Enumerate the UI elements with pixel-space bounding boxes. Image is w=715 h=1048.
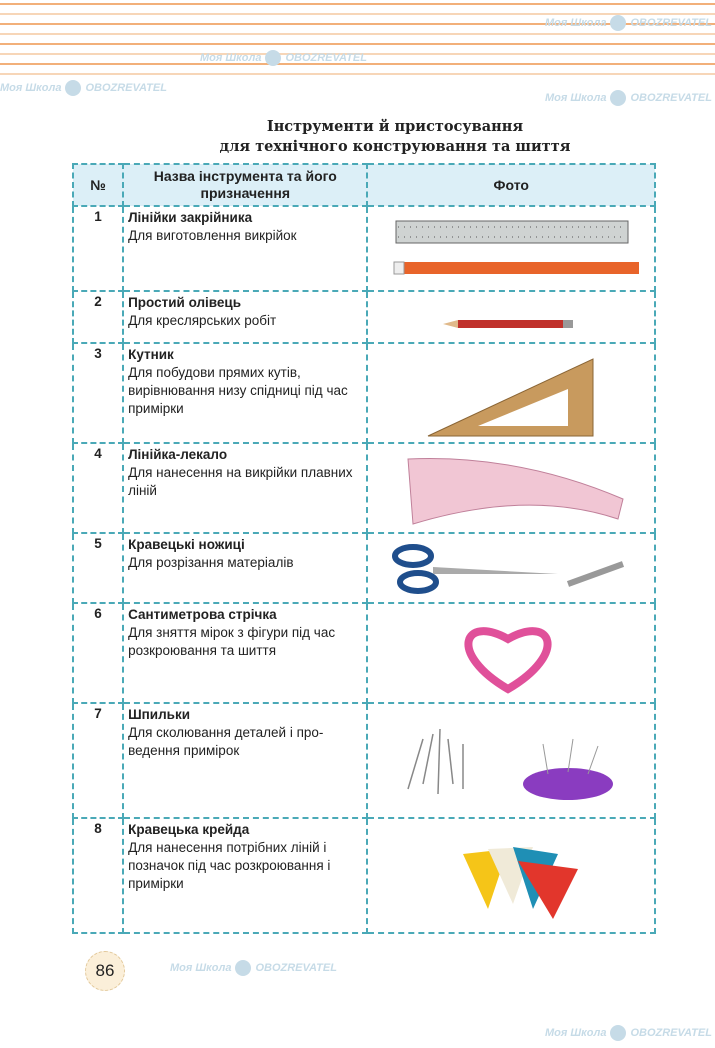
photo-scissors [367, 533, 655, 603]
tool-name: Кутник [128, 347, 174, 362]
tools-table [72, 163, 656, 934]
photo-measuring-tape [367, 603, 655, 703]
table-row [73, 703, 655, 818]
table-row [73, 291, 655, 343]
tool-description: Для сколювання деталей і проведення примірок [128, 725, 324, 758]
tool-description: Для зняття мірок з фігури під час розкроювання та шиття [128, 625, 336, 658]
tool-description: Для розрізання матеріалів [128, 555, 294, 570]
table-row [73, 818, 655, 933]
header-name: Назва інструмента та його призначення [123, 164, 367, 206]
table-header-row [73, 164, 655, 206]
row-number: 5 [73, 533, 123, 603]
row-number: 1 [73, 206, 123, 291]
photo-curve-ruler [367, 443, 655, 533]
watermark: Моя Школа OBOZREVATEL [545, 15, 712, 31]
watermark: Моя Школа OBOZREVATEL [545, 90, 712, 106]
tool-description: Для побудови прямих кутів, вирівнювання низу спідниці під час примірки [128, 365, 348, 416]
tool-description: Для креслярських робіт [128, 313, 277, 328]
tool-name: Лінійки закрійника [128, 210, 253, 225]
tool-name: Сантиметрова стрічка [128, 607, 277, 622]
tool-description: Для виготовлення викрійок [128, 228, 297, 243]
tool-name: Кравецька крейда [128, 822, 250, 837]
table-row [73, 603, 655, 703]
photo-chalk [367, 818, 655, 933]
tool-description: Для нанесення на викрійки плавних ліній [128, 465, 353, 498]
table-row [73, 206, 655, 291]
photo-rulers [367, 206, 655, 291]
tool-name: Лінійка-лекало [128, 447, 228, 462]
watermark: Моя Школа OBOZREVATEL [200, 50, 367, 66]
photo-set-square [367, 343, 655, 443]
watermark: Моя Школа OBOZREVATEL [545, 1025, 712, 1041]
row-number: 8 [73, 818, 123, 933]
row-number: 2 [73, 291, 123, 343]
table-row [73, 533, 655, 603]
table-row [73, 343, 655, 443]
watermark: Моя Школа OBOZREVATEL [0, 80, 167, 96]
page-title-line1: Інструменти й пристосування [266, 118, 524, 135]
tool-name: Простий олівець [128, 295, 242, 310]
row-number: 7 [73, 703, 123, 818]
row-number: 4 [73, 443, 123, 533]
row-number: 6 [73, 603, 123, 703]
row-number: 3 [73, 343, 123, 443]
tool-description: Для нанесення потрібних ліній і позначок під час розкроювання і примірки [128, 840, 331, 891]
header-photo: Фото [367, 164, 655, 206]
page-title-line2: для технічного конструювання та шиття [219, 138, 571, 155]
tool-name: Шпильки [128, 707, 191, 722]
watermark: Моя Школа OBOZREVATEL [170, 960, 337, 976]
photo-pins [367, 703, 655, 818]
tool-name: Кравецькі ножиці [128, 537, 245, 552]
table-row [73, 443, 655, 533]
page-number: 86 [85, 951, 125, 991]
photo-pencil [367, 291, 655, 343]
header-num: № [73, 164, 123, 206]
